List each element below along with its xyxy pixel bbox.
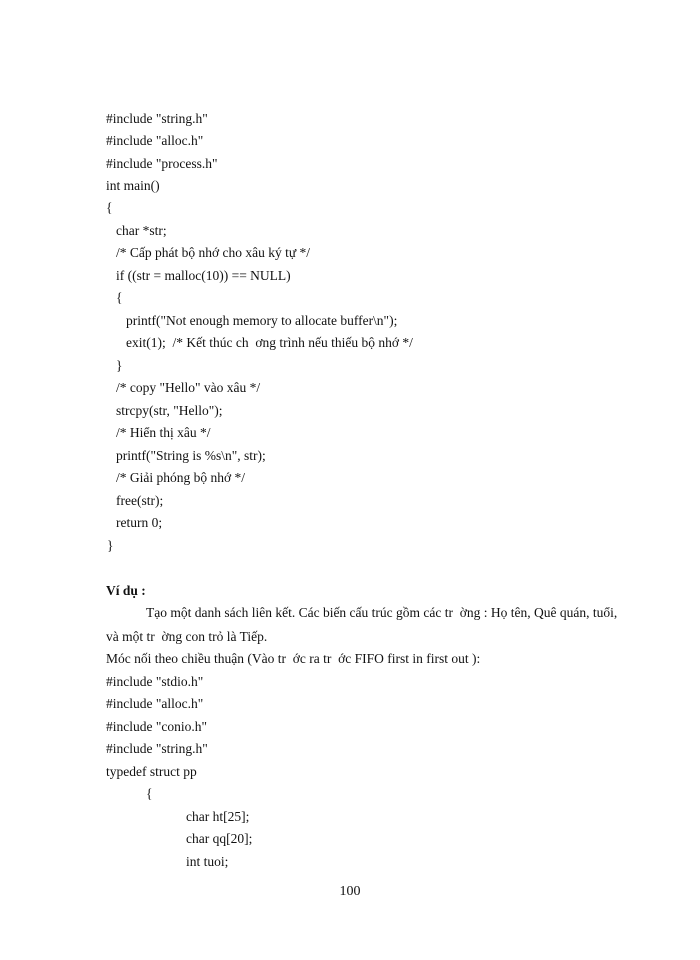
code-line: char ht[25]; xyxy=(186,809,250,824)
code-line: /* Hiển thị xâu */ xyxy=(116,425,211,440)
code-line: #include "string.h" xyxy=(106,741,208,756)
code-line: int tuoi; xyxy=(186,854,229,869)
paragraph-line: Tạo một danh sách liên kết. Các biến cấu trúc gồm các tr ờng : Họ tên, Quê quán, tuổi, xyxy=(146,605,618,620)
code-line: } xyxy=(116,358,123,373)
example-heading: Ví dụ : xyxy=(106,583,146,598)
code-line: #include "alloc.h" xyxy=(106,133,204,148)
code-line: printf("String is %s\n", str); xyxy=(116,448,266,463)
paragraph-line: và một tr ờng con trỏ là Tiếp. xyxy=(106,629,268,644)
code-line: typedef struct pp xyxy=(106,764,197,779)
code-line: #include "process.h" xyxy=(106,156,218,171)
code-line: return 0; xyxy=(116,515,163,530)
code-line: printf("Not enough memory to allocate buffer\n"); xyxy=(126,313,398,328)
code-line: { xyxy=(106,200,113,215)
code-line: /* Giải phóng bộ nhớ */ xyxy=(116,470,246,485)
code-line: int main() xyxy=(106,178,160,193)
code-line: #include "string.h" xyxy=(106,111,208,126)
code-line: { xyxy=(146,786,153,801)
code-line: strcpy(str, "Hello"); xyxy=(116,403,223,418)
code-line: #include "alloc.h" xyxy=(106,696,204,711)
code-line: exit(1); /* Kết thúc ch ơng trình nếu thiếu bộ nhớ */ xyxy=(126,335,413,350)
code-line: #include "stdio.h" xyxy=(106,674,204,689)
code-line: char *str; xyxy=(116,223,167,238)
code-line: /* copy "Hello" vào xâu */ xyxy=(116,380,261,395)
code-line: { xyxy=(116,290,123,305)
code-line: char qq[20]; xyxy=(186,831,253,846)
page-number: 100 xyxy=(339,884,361,899)
code-line: } xyxy=(107,538,114,553)
code-line: #include "conio.h" xyxy=(106,719,207,734)
code-line: /* Cấp phát bộ nhớ cho xâu ký tự */ xyxy=(116,245,311,260)
paragraph-line: Móc nối theo chiều thuận (Vào tr ớc ra tr ớc FIFO first in first out ): xyxy=(106,651,481,666)
code-line: if ((str = malloc(10)) == NULL) xyxy=(116,268,291,283)
code-line: free(str); xyxy=(116,493,164,508)
